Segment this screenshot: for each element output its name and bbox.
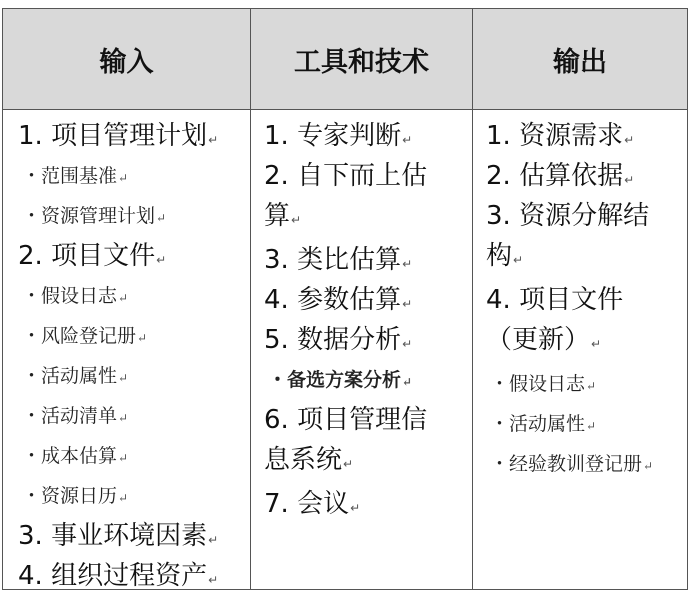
process-table bbox=[2, 8, 688, 590]
input-item: 4. 组织过程资产↵ bbox=[18, 561, 219, 589]
output-subitem: ・假设日志↵ bbox=[490, 373, 597, 395]
input-subitem: ・活动属性↵ bbox=[22, 365, 129, 387]
tool-item: 4. 参数估算↵ bbox=[264, 285, 413, 315]
input-subitem: ・风险登记册↵ bbox=[22, 325, 148, 347]
header-inputs: 输入 bbox=[3, 9, 251, 110]
tool-item: 1. 专家判断↵ bbox=[264, 121, 413, 151]
output-item: 1. 资源需求↵ bbox=[486, 121, 635, 151]
input-subitem: ・资源日历↵ bbox=[22, 485, 129, 507]
input-subitem: ・范围基准↵ bbox=[22, 165, 129, 187]
outputs-column bbox=[473, 110, 687, 589]
header-tools-and-techniques: 工具和技术 bbox=[251, 9, 473, 110]
input-item: 2. 项目文件↵ bbox=[18, 241, 167, 271]
input-item: 3. 事业环境因素↵ bbox=[18, 521, 219, 551]
input-subitem: ・成本估算↵ bbox=[22, 445, 129, 467]
tool-item: 7. 会议↵ bbox=[264, 489, 361, 519]
input-subitem: ・活动清单↵ bbox=[22, 405, 129, 427]
tool-subitem: ・备选方案分析↵ bbox=[268, 369, 413, 391]
tool-item: 2. 自下而上估算↵ bbox=[264, 161, 428, 231]
output-item: 2. 估算依据↵ bbox=[486, 161, 635, 191]
tool-item: 5. 数据分析↵ bbox=[264, 325, 413, 355]
input-subitem: ・资源管理计划↵ bbox=[22, 205, 167, 227]
inputs-column bbox=[3, 110, 251, 589]
tool-item: 3. 类比估算↵ bbox=[264, 245, 413, 275]
tools-column bbox=[251, 110, 473, 589]
output-subitem: ・经验教训登记册↵ bbox=[490, 453, 654, 475]
input-subitem: ・假设日志↵ bbox=[22, 285, 129, 307]
output-subitem: ・活动属性↵ bbox=[490, 413, 597, 435]
tool-item: 6. 项目管理信息系统↵ bbox=[264, 405, 428, 475]
input-item: 1. 项目管理计划↵ bbox=[18, 121, 219, 151]
output-item: 4. 项目文件（更新）↵ bbox=[486, 285, 624, 355]
output-item: 3. 资源分解结构↵ bbox=[486, 201, 650, 271]
header-outputs: 输出 bbox=[473, 9, 687, 110]
